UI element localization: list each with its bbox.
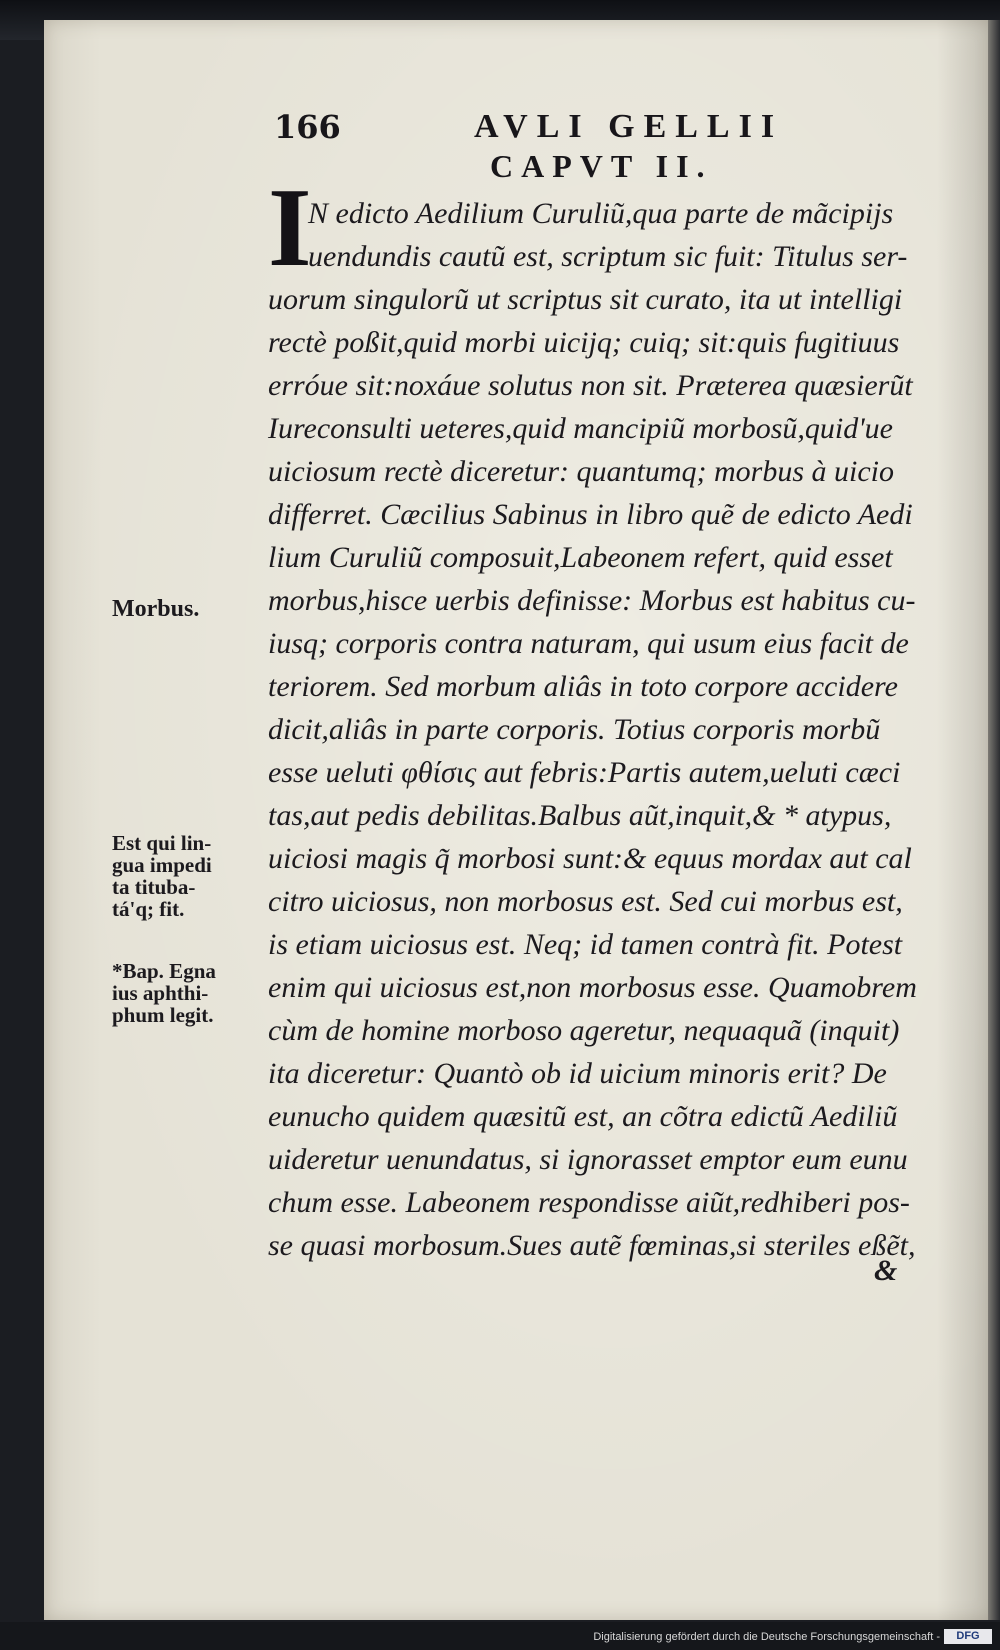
text-line: lium Curuliũ composuit,Labeonem refert, quid esset	[268, 541, 893, 574]
text-line: uorum singulorũ ut scriptus sit curato, ita ut intelligi	[268, 283, 903, 316]
digitization-credit: Digitalisierung gefördert durch die Deutsche Forschungsgemeinschaft -	[593, 1631, 940, 1643]
text-line: iusq; corporis contra naturam, qui usum eius facit de	[268, 627, 909, 660]
margin-note-line: Morbus.	[112, 596, 200, 622]
text-line: uendundis cautũ est, scriptum sic fuit: Titulus ser-	[308, 240, 908, 273]
text-line: tas,aut pedis debilitas.Balbus aũt,inquit,& * atypus,	[268, 799, 892, 832]
text-line: dicit,aliâs in parte corporis. Totius corporis morbũ	[268, 713, 881, 746]
text-line: chum esse. Labeonem respondisse aiũt,redhiberi pos-	[268, 1186, 910, 1219]
text-line: esse ueluti φθίσις aut febris:Partis autem,ueluti cæci	[268, 756, 901, 789]
text-line: cùm de homine morboso ageretur, nequaquã (inquit)	[268, 1014, 900, 1047]
text-line: teriorem. Sed morbum aliâs in toto corpore accidere	[268, 670, 898, 703]
margin-note-bap	[112, 960, 262, 1026]
chapter-heading: CAPVT II.	[490, 148, 713, 184]
text-line: rectè poßit,quid morbi uicijq; cuiq; sit:quis fugitiuus	[268, 326, 900, 359]
page-number: 166	[274, 108, 341, 146]
margin-note-line: phum legit.	[112, 1003, 214, 1027]
margin-note-lingua	[112, 832, 262, 920]
margin-note-line: ta tituba-	[112, 875, 196, 899]
text-line: citro uiciosus, non morbosus est. Sed cui morbus est,	[268, 885, 903, 918]
text-line: uideretur uenundatus, si ignorasset emptor eum eunu	[268, 1143, 908, 1176]
margin-note-line: ius aphthi-	[112, 981, 209, 1005]
text-line: differret. Cæcilius Sabinus in libro quẽ de edicto Aedi	[268, 498, 913, 531]
text-line: uiciosum rectè diceretur: quantumq; morbus à uicio	[268, 455, 895, 488]
page-edge-shadow	[988, 20, 1000, 1620]
text-line: enim qui uiciosus est,non morbosus esse. Quamobrem	[268, 971, 917, 1004]
text-line: eunucho quidem quæsitũ est, an cõtra edictũ Aediliũ	[268, 1100, 898, 1133]
text-line: is etiam uiciosus est. Neq; id tamen contrà fit. Potest	[268, 928, 903, 961]
running-title: AVLI GELLII	[474, 108, 784, 145]
text-line: uiciosi magis q̃ morbosi sunt:& equus mordax aut cal	[268, 842, 912, 875]
text-line: Iureconsulti ueteres,quid mancipiũ morbosũ,quid'ue	[268, 412, 893, 445]
running-header	[274, 108, 834, 148]
margin-note-line: Est qui lin-	[112, 831, 212, 855]
text-line: erróue sit:noxáue solutus non sit. Præterea quæsierũt	[268, 369, 913, 402]
catchword: &	[874, 1254, 898, 1287]
text-line: N edicto Aedilium Curuliũ,qua parte de mãcipijs	[308, 197, 894, 230]
margin-note-line: *Bap. Egna	[112, 959, 216, 983]
margin-note-morbus	[112, 598, 262, 620]
dfg-logo: DFG	[944, 1629, 992, 1644]
drop-initial: I	[268, 166, 312, 290]
text-line: ita diceretur: Quantò ob id uicium minoris erit? De	[268, 1057, 887, 1090]
margin-note-line: tá'q; fit.	[112, 897, 185, 921]
margin-note-line: gua impedi	[112, 853, 212, 877]
text-line: morbus,hisce uerbis definisse: Morbus est habitus cu-	[268, 584, 916, 617]
text-line: se quasi morbosum.Sues autẽ fœminas,si steriles eßẽt,	[268, 1229, 916, 1262]
